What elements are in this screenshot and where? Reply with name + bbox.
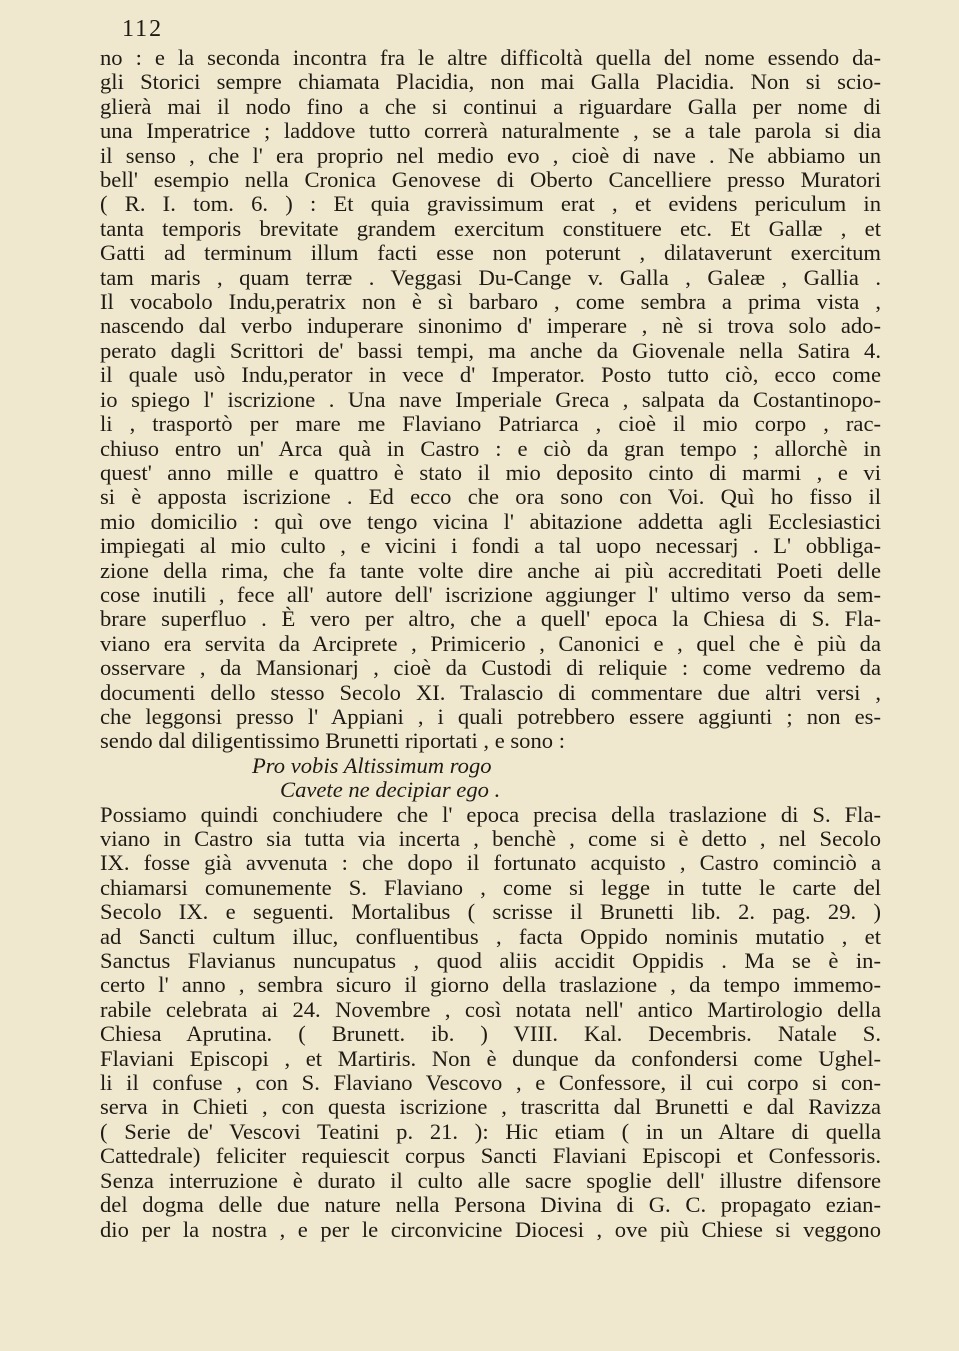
text-line: chiamarsi comunemente S. Flaviano , come si legge in tutte le carte del	[100, 874, 881, 900]
text-line: viano in Castro sia tutta via incerta , benchè , come si è detto , nel Secolo	[100, 826, 881, 851]
quoted-verse	[100, 754, 881, 803]
text-line: dio per la nostra , e per le circonvicine Diocesi , ove più Chiese si veggono	[100, 1216, 881, 1242]
text-line: li il confuse , con S. Flaviano Vescovo , e Confessore, il cui corpo si con-	[100, 1070, 881, 1096]
verse-line: Cavete ne decipiar ego .	[280, 777, 501, 803]
text-line: Il vocabolo Indu,peratrix non è sì barbaro , come sembra a prima vista ,	[100, 289, 881, 315]
text-line: mio domicilio : quì ove tengo vicina l' abitazione addetta agli Ecclesiastici	[100, 508, 881, 534]
text-line: una Imperatrice ; laddove tutto correrà naturalmente , se a tale parola si dia	[100, 118, 881, 144]
text-line: glierà mai il nodo fino a che si continui a riguardare Galla per nome di	[100, 93, 881, 119]
text-line: nascendo dal verbo induperare sinonimo d' imperare , nè si trova solo ado-	[100, 313, 881, 339]
text-line: perato dagli Scrittori de' bassi tempi, ma anche da Giovenale nella Satira 4.	[100, 337, 881, 363]
page-number: 112	[122, 16, 164, 42]
text-line: del dogma delle due nature nella Persona Divina di G. C. propagato ezian-	[100, 1192, 881, 1218]
text-line: osservare , da Mansionarj , cioè da Custodi di reliquie : come vedremo da	[100, 655, 881, 681]
text-line: il senso , che l' era proprio nel medio evo , cioè di nave . Ne abbiamo un	[100, 142, 881, 168]
text-line: tanta temporis brevitate grandem exercitum constituere etc. Et Gallæ , et	[100, 215, 881, 241]
text-line: ( R. I. tom. 6. ) : Et quia gravissimum erat , et evidens periculum in	[100, 191, 881, 217]
text-line: serva in Chieti , con questa iscrizione , trascritta dal Brunetti e dal Ravizza	[100, 1094, 881, 1120]
body-text-block-1	[100, 46, 881, 754]
text-line: Sanctus Flavianus nuncupatus , quod aliis accidit Oppidis . Ma se è in-	[100, 948, 881, 974]
body-text-block-2	[100, 803, 881, 1242]
text-line: rabile celebrata ai 24. Novembre , così notata nell' antico Martirologio della	[100, 996, 881, 1022]
text-line: ( Serie de' Vescovi Teatini p. 21. ): Hic etiam ( in un Altare di quella	[100, 1118, 881, 1144]
text-line: Cattedrale) feliciter requiescit corpus Sancti Flaviani Episcopi et Confessoris.	[100, 1143, 881, 1169]
text-line: quest' anno mille e quattro è stato il mio deposito cinto di marmi , e vi	[100, 459, 881, 485]
verse-line: Pro vobis Altissimum rogo	[252, 752, 492, 778]
text-line: Gatti ad terminum illum facti esse non poterunt , dilataverunt exercitum	[100, 240, 881, 266]
text-line: viano era servita da Arciprete , Primicerio , Canonici e , quel che è più da	[100, 630, 881, 656]
text-line: no : e la seconda incontra fra le altre difficoltà quella del nome essendo da-	[100, 45, 881, 70]
text-line: Chiesa Aprutina. ( Brunett. ib. ) VIII. Kal. Decembris. Natale S.	[100, 1021, 881, 1047]
text-line: Possiamo quindi conchiudere che l' epoca precisa della traslazione di S. Fla-	[100, 801, 881, 827]
text-line: che leggonsi presso l' Appiani , i quali potrebbero essere aggiunti ; non es-	[100, 703, 881, 729]
text-line: tam maris , quam terræ . Veggasi Du-Cange v. Galla , Galeæ , Gallia .	[100, 264, 881, 290]
text-line: IX. fosse già avvenuta : che dopo il fortunato acquisto , Castro cominciò a	[100, 850, 881, 876]
text-line: zione della rima, che fa tante volte dire anche ai più accreditati Poeti delle	[100, 557, 881, 583]
text-line: brare superfluo . È vero per altro, che a quell' epoca la Chiesa di S. Fla-	[100, 606, 881, 632]
text-line: gli Storici sempre chiamata Placidia, non mai Galla Placidia. Non si scio-	[100, 69, 881, 95]
text-line: il quale usò Indu,perator in vece d' Imperator. Posto tutto ciò, ecco come	[100, 362, 881, 388]
text-line: si è apposta iscrizione . Ed ecco che ora sono con Voi. Quì ho fisso il	[100, 484, 881, 510]
text-line: Senza interruzione è durato il culto alle sacre spoglie dell' illustre difensore	[100, 1167, 881, 1193]
text-line: io spiego l' iscrizione . Una nave Imperiale Greca , salpata da Costantinopo-	[100, 386, 881, 412]
text-line: certo l' anno , sembra sicuro il giorno della traslazione , da tempo immemo-	[100, 972, 881, 998]
text-line: li , trasportò per mare me Flaviano Patriarca , cioè il mio corpo , rac-	[100, 411, 881, 437]
text-line: ad Sancti cultum illuc, confluentibus , facta Oppido nominis mutatio , et	[100, 923, 881, 949]
text-line: bell' esempio nella Cronica Genovese di Oberto Cancelliere presso Muratori	[100, 167, 881, 193]
text-line: Secolo IX. e seguenti. Mortalibus ( scrisse il Brunetti lib. 2. pag. 29. )	[100, 899, 881, 925]
text-line: Flaviani Episcopi , et Martiris. Non è dunque da confondersi come Ughel-	[100, 1045, 881, 1071]
text-line: cose inutili , fece all' autore dell' iscrizione aggiunger l' ultimo verso da sem-	[100, 581, 881, 607]
text-line: impiegati al mio culto , e vicini i fondi a tal uopo necessarj . L' obbliga-	[100, 533, 881, 559]
text-line: sendo dal diligentissimo Brunetti riportati , e sono :	[100, 728, 566, 754]
text-line: documenti dello stesso Secolo XI. Tralascio di commentare due altri versi ,	[100, 679, 881, 705]
text-line: chiuso entro un' Arca quà in Castro : e ciò da gran tempo ; allorchè in	[100, 435, 881, 461]
